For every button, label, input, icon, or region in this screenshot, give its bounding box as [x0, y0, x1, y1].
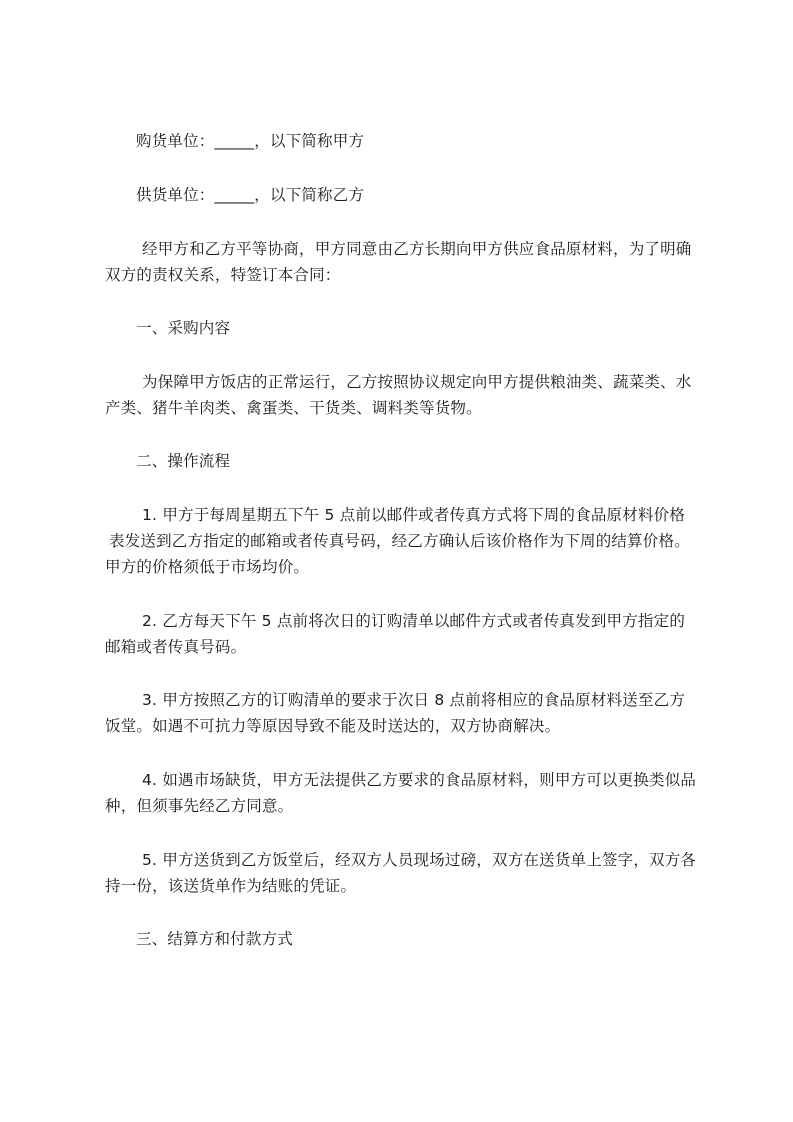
item-1-line-2: 表发送到乙方指定的邮箱或者传真号码，经乙方确认后该价格作为下周的结算价格。	[109, 532, 690, 550]
item-1-line-3: 甲方的价格须低于市场均价。	[105, 558, 310, 576]
item-4-line-1: 4. 如遇市场缺货，甲方无法提供乙方要求的食品原材料，则甲方可以更换类似品	[142, 771, 697, 789]
section1-body-line-1: 为保障甲方饭店的正常运行，乙方按照协议规定向甲方提供粮油类、蔬菜类、水	[142, 373, 692, 391]
section1-body-line-2: 产类、猪牛羊肉类、禽蛋类、干货类、调料类等货物。	[105, 399, 482, 417]
item-3-line-2: 饭堂。如遇不可抗力等原因导致不能及时送达的，双方协商解决。	[105, 717, 561, 735]
section-heading-2: 二、操作流程	[136, 452, 231, 470]
item-5-line-1: 5. 甲方送货到乙方饭堂后，经双方人员现场过磅，双方在送货单上签字，双方各	[142, 851, 697, 869]
section-heading-3: 三、结算方和付款方式	[136, 930, 294, 948]
supplier-line: 供货单位：_____，以下简称乙方	[136, 186, 365, 204]
item-2-line-2: 邮箱或者传真号码。	[105, 638, 247, 656]
item-4-line-2: 种，但须事先经乙方同意。	[105, 797, 294, 815]
item-3-line-1: 3. 甲方按照乙方的订购清单的要求于次日 8 点前将相应的食品原材料送至乙方	[142, 691, 686, 709]
intro-line-2: 双方的责权关系，特签订本合同：	[105, 266, 341, 284]
section-heading-1: 一、采购内容	[136, 319, 231, 337]
item-1-line-1: 1. 甲方于每周星期五下午 5 点前以邮件或者传真方式将下周的食品原材料价格	[142, 506, 686, 524]
intro-line-1: 经甲方和乙方平等协商，甲方同意由乙方长期向甲方供应食品原材料，为了明确	[142, 240, 692, 258]
item-2-line-1: 2. 乙方每天下午 5 点前将次日的订购清单以邮件方式或者传真发到甲方指定的	[142, 612, 686, 630]
item-5-line-2: 持一份，该送货单作为结账的凭证。	[105, 877, 357, 895]
buyer-line: 购货单位：_____，以下简称甲方	[136, 132, 365, 150]
